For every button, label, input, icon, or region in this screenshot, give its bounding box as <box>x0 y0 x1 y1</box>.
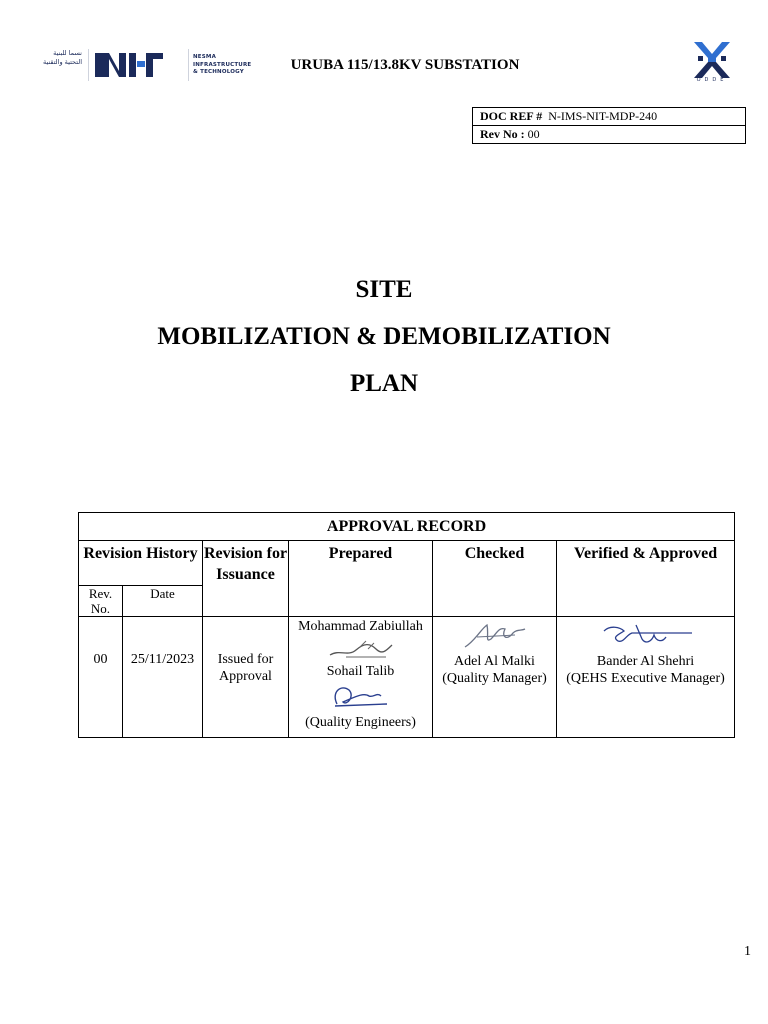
signature-adel-icon <box>455 621 535 651</box>
doc-ref-label: DOC REF # <box>480 109 543 123</box>
logo-divider-2 <box>188 49 189 81</box>
title-line-3: PLAN <box>349 370 419 397</box>
rev-no-cell <box>473 126 746 144</box>
revision-history-header: Revision History <box>79 541 203 586</box>
client-logo-text: ODDE <box>696 77 728 83</box>
revision-issuance-header: Revision for Issuance <box>203 541 289 617</box>
title-line-1: SITE <box>355 276 413 303</box>
checked-role: (Quality Manager) <box>442 671 547 686</box>
rev-no-row <box>473 126 746 144</box>
doc-ref-cell <box>473 108 746 126</box>
project-title: URUBA 115/13.8KV SUBSTATION <box>290 57 520 73</box>
prepared-cell <box>289 617 433 738</box>
company-arabic-name: نسما للبنية التحتية والتقنية <box>43 49 82 66</box>
nit-logo-icon <box>93 47 185 83</box>
rev-no-label: Rev No : <box>480 127 525 141</box>
prepared-role: (Quality Engineers) <box>305 715 416 730</box>
approval-record-heading: APPROVAL RECORD <box>79 513 735 541</box>
approval-heading-row <box>79 513 735 541</box>
prepared-name-2: Sohail Talib <box>326 664 395 679</box>
prepared-name-1: Mohammad Zabiullah <box>298 619 423 634</box>
issuance-cell: Issued for Approval <box>203 617 289 738</box>
doc-ref-table <box>472 107 746 144</box>
signature-bander-icon <box>596 621 696 651</box>
checked-name: Adel Al Malki <box>454 654 535 669</box>
doc-ref-value: N-IMS-NIT-MDP-240 <box>548 109 658 123</box>
rev-no-header: Rev. No. <box>79 586 123 617</box>
date-header: Date <box>123 586 203 617</box>
logo-divider <box>88 49 89 81</box>
title-line-2: MOBILIZATION & DEMOBILIZATION <box>157 323 611 350</box>
verified-role: (QEHS Executive Manager) <box>566 671 725 686</box>
checked-cell <box>433 617 557 738</box>
company-logo <box>38 47 252 83</box>
company-english-name: NESMA INFRASTRUCTURE & TECHNOLOGY <box>193 54 252 75</box>
checked-header: Checked <box>433 541 557 617</box>
approval-record-table <box>78 512 735 738</box>
verified-approved-header: Verified & Approved <box>557 541 735 617</box>
doc-ref-row <box>473 108 746 126</box>
approval-header-row <box>79 541 735 586</box>
prepared-header: Prepared <box>289 541 433 617</box>
rev-no-cell: 00 <box>79 617 123 738</box>
signature-sohail-icon <box>329 682 393 712</box>
approval-data-row <box>79 617 735 738</box>
date-cell: 25/11/2023 <box>123 617 203 738</box>
verified-name: Bander Al Shehri <box>596 654 695 669</box>
client-logo <box>686 40 738 86</box>
rev-no-value: 00 <box>527 127 540 141</box>
page-number: 1 <box>744 944 751 959</box>
verified-cell <box>557 617 735 738</box>
signature-zabiullah-icon <box>326 637 396 661</box>
